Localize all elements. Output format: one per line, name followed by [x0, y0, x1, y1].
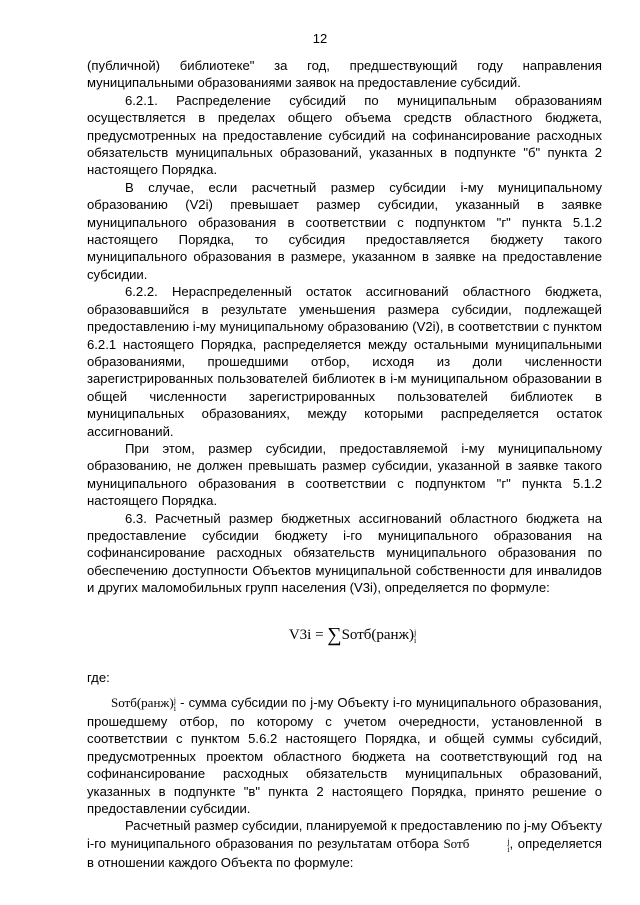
- paragraph-6-3: 6.3. Расчетный размер бюджетных ассигнований областного бюджета на предоставление субсидии бюджету i-го муниципального образования на софинансирование расходных обязательств муниципального образования по обеспечению доступности Объектов муниципальной собственности для инвалидов и других маломобильных групп населения (V3i), определяется по формуле:: [87, 510, 602, 596]
- paragraph-6-2-2: 6.2.2. Нераспределенный остаток ассигнований областного бюджета, образовавшийся в результате уменьшения размера субсидии, подлежащей предоставлению i-му муниципальному образованию (V2i), в соответствии с пунктом 6.2.1 настоящего Порядка, распределяется между остальными муниципальными образованиями, прошедшими отбор, исходя из доли численности зарегистрированных пользователей библиотек в i-м муниципальном образовании в общей численности зарегистрированных пользователей библиотек в муниципальных образованиях, между которыми распределяется остаток ассигнований.: [87, 284, 602, 439]
- formula-v3i: [87, 624, 602, 646]
- inline-indices: [469, 838, 509, 854]
- definition-term-name: Sотб(ранж): [111, 695, 174, 710]
- definition-sub: i: [173, 704, 176, 713]
- inline-sub: i: [507, 844, 510, 854]
- inline-term-name: Sотб: [443, 835, 470, 851]
- formula-lhs: V3i =: [288, 626, 328, 643]
- paragraph-planned-subsidy: [87, 817, 602, 871]
- paragraph-v2i-exceed: В случае, если расчетный размер субсидии i-му муниципальному образованию (V2i) превышает размер субсидии, указанный в заявке муниципального образования в соответствии с подпунктом "г" пункта 5.1.2 настоящего Порядка, то субсидия предоставляется бюджету такого муниципального образования в размере, указанном в заявке на предоставление субсидии.: [87, 179, 602, 282]
- paragraph-continuation: (публичной) библиотеке" за год, предшествующий году направления муниципальными образованиями заявок на предоставление субсидий.: [87, 58, 602, 91]
- planned-subsidy-text-a: Расчетный размер субсидии, планируемой к предоставлению по j-му Объекту i-го муниципального образования по результатам отбора: [87, 818, 602, 851]
- formula-term: Sотб(ранж): [341, 626, 414, 643]
- sum-symbol: ∑: [327, 623, 342, 646]
- formula-indices: [414, 629, 416, 645]
- formula-sup: j: [413, 627, 417, 637]
- definition-paragraph: [87, 694, 602, 817]
- paragraph-6-2-1: 6.2.1. Распределение субсидий по муниципальным образованиям осуществляется в пределах общего объема средств областного бюджета, предусмотренных на предоставление субсидий на софинансирование расходных обязательств муниципальных образований, указанных в подпункте "б" пункта 2 настоящего Порядка.: [87, 92, 602, 178]
- where-label: где:: [87, 669, 110, 685]
- definition-sup: j: [173, 696, 176, 705]
- planned-subsidy-text-b: , определяется в отношении каждого Объекта по формуле:: [87, 835, 602, 870]
- formula-sub: i: [413, 635, 417, 645]
- inline-sup: j: [507, 836, 510, 846]
- document-body: [87, 57, 602, 871]
- inline-term: [443, 835, 510, 854]
- paragraph-limit: При этом, размер субсидии, предоставляемой i-му муниципальному образованию, не должен превышать размер субсидии, указанной в заявке такого муниципального образования в соответствии с подпунктом "г" пункта 5.1.2 настоящего Порядка.: [87, 440, 602, 509]
- definition-text: - сумма субсидии по j-му Объекту i-го муниципального образования, прошедшему отбор, по которому с учетом очередности, установленной в соответствии с пунктом 5.6.2 настоящего Порядка, и общей суммы субсидий, предусмотренных проектом областного бюджета на соответствующий год на софинансирование расходных обязательств муниципальных образований, указанных в подпункте "в" пункта 2 настоящего Порядка, принято решение о предоставлении субсидии.: [87, 695, 602, 817]
- definition-term: [111, 694, 176, 713]
- page-number: 12: [312, 31, 328, 46]
